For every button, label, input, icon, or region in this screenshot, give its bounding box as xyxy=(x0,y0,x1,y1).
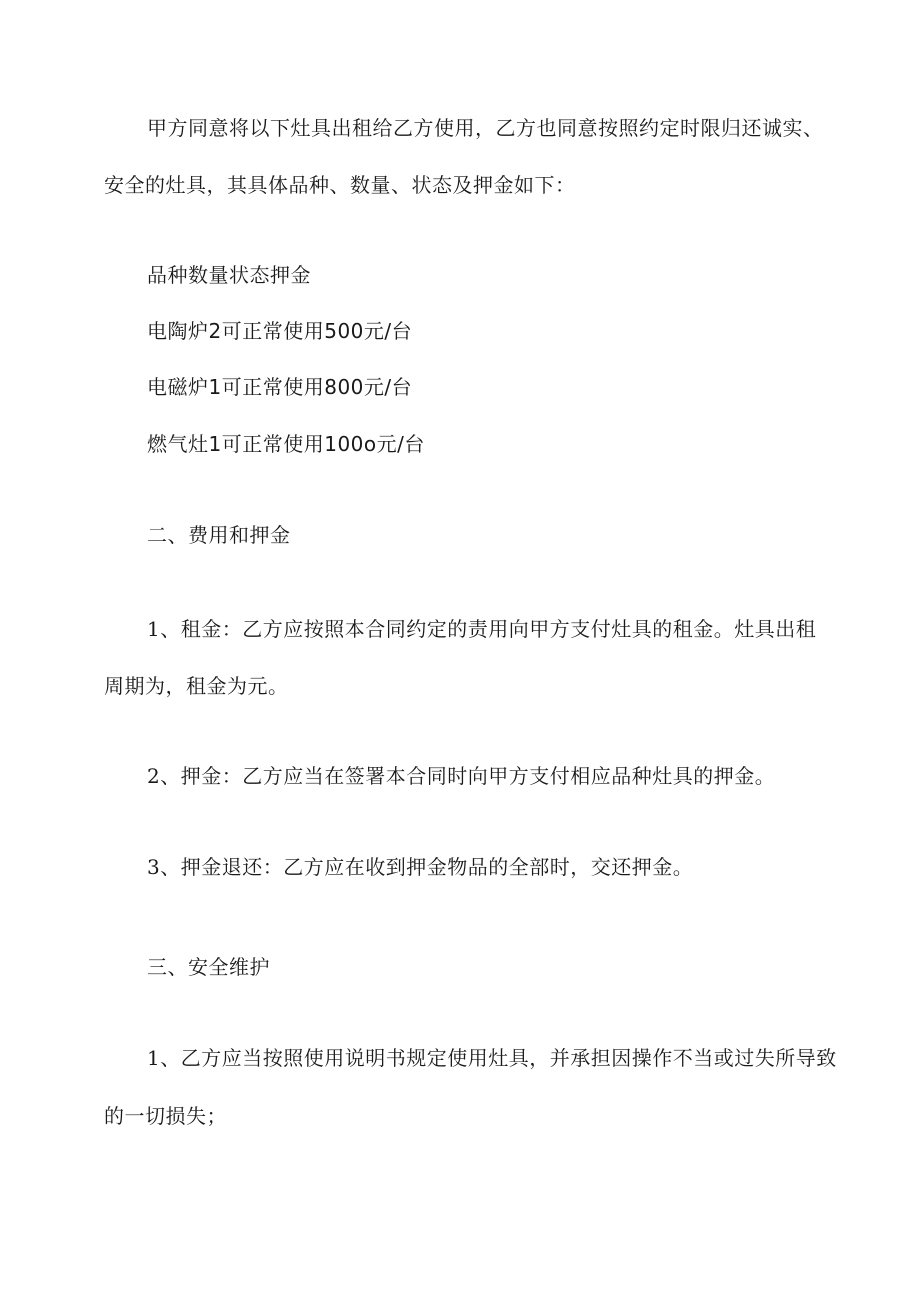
intro-paragraph-line-2: 安全的灶具，其具体品种、数量、状态及押金如下： xyxy=(104,173,576,197)
section-3-heading: 三、安全维护 xyxy=(147,955,270,979)
table-header-text: 品种数量状态押金 xyxy=(147,263,311,287)
section-2-item-2: 2、押金：乙方应当在签署本合同时向甲方支付相应品种灶具的押金。 xyxy=(147,764,776,788)
table-row-induction-cooker: 电磁炉1可正常使用800元/台 xyxy=(147,375,413,399)
table-row-gas-stove: 燃气灶1可正常使用100o元/台 xyxy=(147,432,425,456)
section-3-item-1-line-1: 1、乙方应当按照使用说明书规定使用灶具，并承担因操作不当或过失所导致 xyxy=(147,1046,837,1070)
section-2-heading: 二、费用和押金 xyxy=(147,523,291,547)
intro-paragraph-line-1: 甲方同意将以下灶具出租给乙方使用，乙方也同意按照约定时限归还诚实、 xyxy=(147,116,824,140)
section-2-item-3: 3、押金退还：乙方应在收到押金物品的全部时，交还押金。 xyxy=(147,855,694,879)
section-2-item-1-line-1: 1、租金：乙方应按照本合同约定的责用向甲方支付灶具的租金。灶具出租 xyxy=(147,617,817,641)
section-2-item-1-line-2: 周期为，租金为元。 xyxy=(104,674,289,698)
section-3-item-1-line-2: 的一切损失； xyxy=(104,1104,227,1128)
table-row-electric-ceramic-stove: 电陶炉2可正常使用500元/台 xyxy=(147,319,413,343)
